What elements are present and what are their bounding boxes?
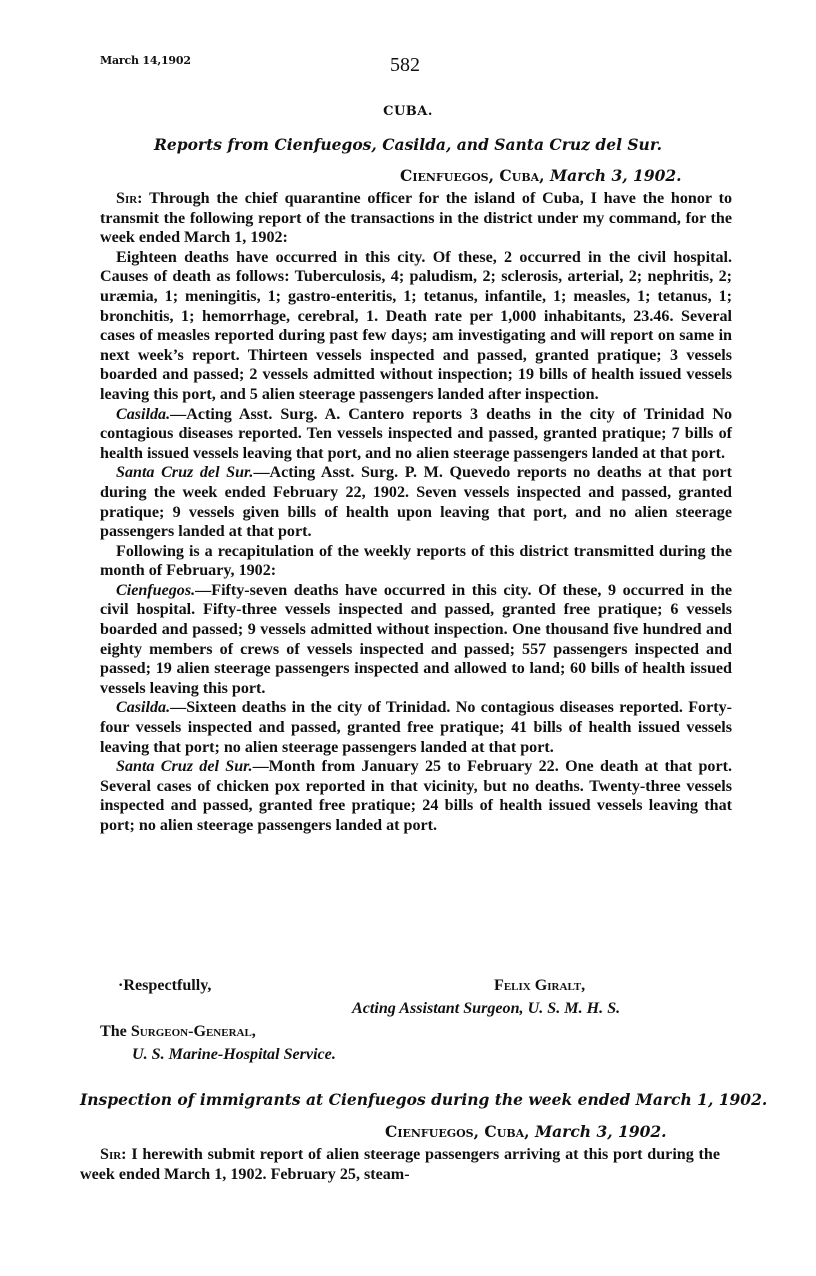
report-body xyxy=(100,189,732,836)
addressee-prefix: The xyxy=(100,1023,131,1040)
addressee-organization: U. S. Marine-Hospital Service. xyxy=(132,1046,336,1063)
inspection-dateline xyxy=(385,1122,667,1141)
salutation: Sir: xyxy=(116,190,143,207)
inspection-body xyxy=(80,1145,720,1184)
casilda-label: Casilda. xyxy=(116,405,171,423)
inspection-dateline-date: March 3, 1902. xyxy=(534,1122,667,1141)
casilda-recap-text: —Sixteen deaths in the city of Trinidad. No contagious diseases reported. Forty-four vessels inspected and passed, granted free pratique; 41 bills of health issued vessels leaving that port; no alien steerage passengers landed at that port. xyxy=(100,699,732,756)
santa-cruz-recap-text: —Month from January 25 to February 22. One death at that port. Several cases of chicken pox reported in that vicinity, but no deaths. Twenty-three vessels inspected and passed, granted free pratique; 24 bills of health issued vessels leaving that port; no alien steerage passengers landed at port. xyxy=(100,758,732,834)
paragraph-recap: Following is a recapitulation of the weekly reports of this district transmitted during the month of February, 1902: xyxy=(100,542,732,580)
cienfuegos-label: Cienfuegos. xyxy=(116,581,196,599)
inspection-text: I herewith submit report of alien steerage passengers arriving at this port during the week ended March 1, 1902. February 25, steam- xyxy=(80,1146,721,1183)
santa-cruz-label: Santa Cruz del Sur. xyxy=(116,464,254,482)
dateline-date: March 3, 1902. xyxy=(549,166,682,185)
santa-cruz-text: —Acting Asst. Surg. P. M. Quevedo reports no deaths at that port during the week ended February 22, 1902. Seven vessels inspected and passed, granted pratique; 9 vessels given bills of health upon leaving that port, and no alien steerage passengers landed at that port. xyxy=(100,464,732,541)
intro-text: Through the chief quarantine officer for the island of Cuba, I have the honor to transmit the following report of the transactions in the district under my command, for the week ended March 1, 1902: xyxy=(100,190,732,247)
inspection-heading: Inspection of immigrants at Cienfuegos during the week ended March 1, 1902. xyxy=(80,1090,768,1109)
inspection-paragraph xyxy=(80,1145,720,1184)
paragraph-intro xyxy=(100,189,732,248)
report-dateline xyxy=(400,166,682,185)
signer-title: Acting Assistant Surgeon, U. S. M. H. S. xyxy=(352,1000,621,1017)
paragraph-santa-cruz xyxy=(100,463,732,541)
dateline-place: Cienfuegos, Cuba, xyxy=(400,166,545,185)
section-heading: CUBA. xyxy=(383,104,433,119)
inspection-salutation: Sir: xyxy=(100,1146,127,1163)
cienfuegos-text: —Fifty-seven deaths have occurred in this city. Of these, 9 occurred in the civil hospital. Fifty-three vessels inspected and passed, granted free pratique; 6 vessels boarded and passed; 9 vessels admitted without inspection. One thousand five hundred and eighty members of crews of vessels inspected and passed; 557 passengers inspected and passed; 19 alien steerage passengers inspected and allowed to land; 60 bills of health issued vessels leaving this port. xyxy=(100,581,732,697)
addressee-name: Surgeon-General, xyxy=(130,1023,256,1040)
addressee xyxy=(100,1023,256,1041)
signer-name: Felix Giralt, xyxy=(494,977,586,994)
casilda-text: —Acting Asst. Surg. A. Cantero reports 3 deaths in the city of Trinidad No contagious diseases reported. Ten vessels inspected and passed, granted pratique; 7 bills of health issued vessels leaving that port, and no alien steerage passengers landed at that port. xyxy=(100,405,732,462)
paragraph-deaths: Eighteen deaths have occurred in this city. Of these, 2 occurred in the civil hospital. Causes of death as follows: Tuberculosis, 4; paludism, 2; sclerosis, arterial, 2; nephritis, 2; uræmia, 1; meningitis, 1; gastro-enteritis, 1; tetanus, infantile, 1; measles, 1; tetanus, 1; bronchitis, 1; hemorrhage, cerebral, 1. Death rate per 1,000 inhabitants, 23.46. Several cases of measles reported during past few days; am investigating and will report on same in next week’s report. Thirteen vessels inspected and passed, granted pratique; 3 vessels boarded and passed; 2 vessels admitted without inspection; 19 bills of health issued vessels leaving this port, and 5 alien steerage passengers landed after inspection. xyxy=(100,248,732,403)
section-subtitle: Reports from Cienfuegos, Casilda, and Santa Cruz del Sur. xyxy=(154,135,662,154)
paragraph-casilda-recap xyxy=(100,698,732,757)
casilda-recap-label: Casilda. xyxy=(116,699,171,717)
paragraph-santa-cruz-recap xyxy=(100,757,732,835)
paragraph-casilda xyxy=(100,405,732,464)
running-head-date: March 14,1902 xyxy=(100,54,191,67)
santa-cruz-recap-label: Santa Cruz del Sur. xyxy=(116,758,253,776)
closing: ·Respectfully, xyxy=(118,977,212,994)
page-number: 582 xyxy=(390,54,420,76)
paragraph-cienfuegos-recap xyxy=(100,581,732,699)
inspection-dateline-place: Cienfuegos, Cuba, xyxy=(385,1122,530,1141)
